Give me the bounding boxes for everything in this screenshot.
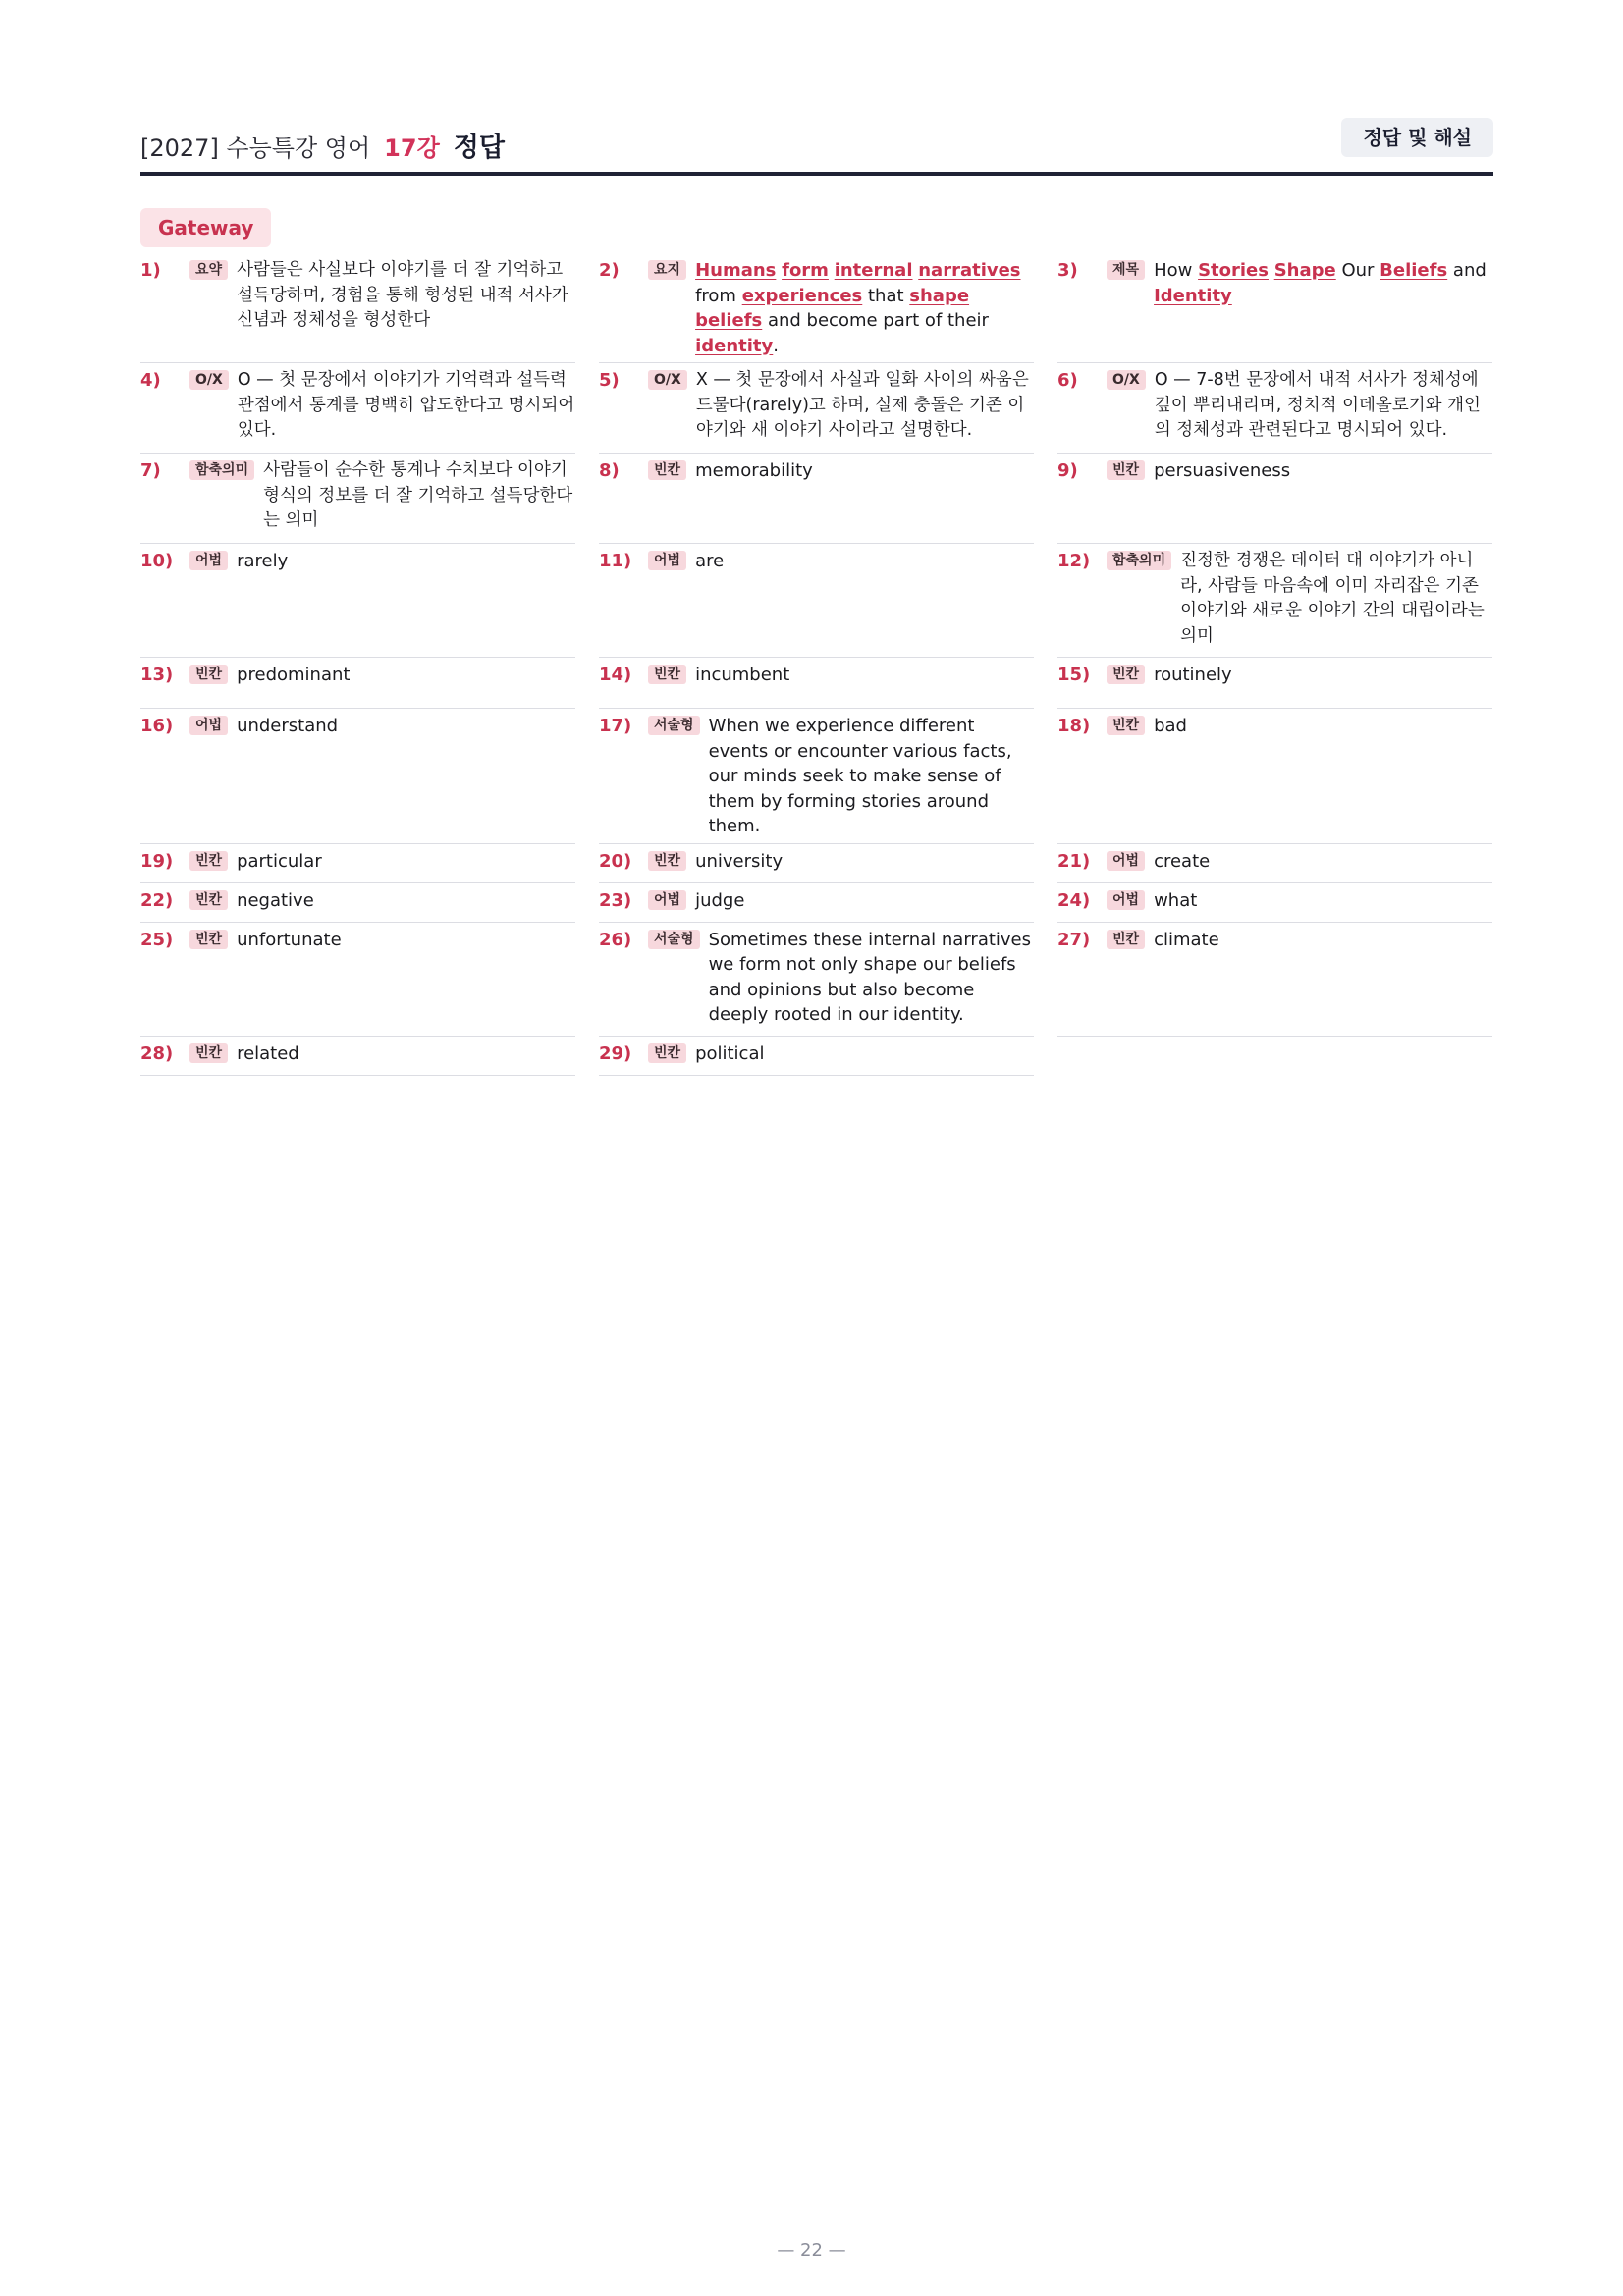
question-type-tag: 빈칸 bbox=[1107, 716, 1145, 735]
answer-number: 3) bbox=[1057, 260, 1078, 281]
answer-text-fragment: from bbox=[695, 285, 742, 306]
answer-item bbox=[140, 923, 575, 1037]
answer-number: 20) bbox=[599, 850, 632, 872]
answer-number: 17) bbox=[599, 716, 632, 736]
answer-number: 16) bbox=[140, 716, 174, 736]
answer-item bbox=[1057, 544, 1492, 658]
answer-number: 19) bbox=[140, 850, 174, 872]
answer-text: understand bbox=[237, 716, 339, 736]
answer-number: 24) bbox=[1057, 889, 1091, 911]
section-label: Gateway bbox=[140, 208, 271, 247]
empty-cell bbox=[1057, 1037, 1492, 1076]
answer-number: 23) bbox=[599, 889, 632, 911]
answer-text-fragment: . bbox=[773, 335, 779, 356]
answer-text: rarely bbox=[237, 551, 289, 571]
highlighted-keyword: experiences bbox=[741, 285, 863, 306]
highlighted-keyword: Humans bbox=[695, 260, 777, 281]
answer-text: persuasiveness bbox=[1154, 460, 1291, 481]
answer-explanation-badge: 정답 및 해설 bbox=[1341, 118, 1493, 157]
answer-text: O — 7-8번 문장에서 내적 서사가 정체성에 깊이 뿌리내리며, 정치적 이데올로기와 개인의 정체성과 관련된다고 명시되어 있다. bbox=[1154, 370, 1481, 440]
highlighted-keyword: Stories bbox=[1198, 260, 1269, 281]
answer-text: 진정한 경쟁은 데이터 대 이야기가 아니라, 사람들 마음속에 이미 자리잡은 기존 이야기와 새로운 이야기 간의 대립이라는 의미 bbox=[1180, 551, 1485, 646]
answer-item bbox=[1057, 883, 1492, 923]
answer-item bbox=[140, 363, 575, 454]
question-type-tag: 함축의미 bbox=[189, 460, 254, 480]
question-type-tag: 빈칸 bbox=[189, 665, 228, 684]
answer-number: 8) bbox=[599, 460, 620, 481]
question-type-tag: 어법 bbox=[189, 716, 228, 735]
answer-item bbox=[599, 709, 1034, 844]
answer-item bbox=[599, 253, 1034, 363]
answer-text: are bbox=[695, 551, 725, 571]
answer-text: predominant bbox=[237, 665, 351, 685]
question-type-tag: 빈칸 bbox=[189, 1043, 228, 1063]
question-type-tag: 서술형 bbox=[648, 716, 700, 735]
answer-text: related bbox=[237, 1042, 299, 1064]
answer-number: 29) bbox=[599, 1042, 632, 1064]
answer-number: 1) bbox=[140, 260, 161, 281]
answer-text: judge bbox=[695, 889, 745, 911]
answer-grid bbox=[140, 253, 1493, 1076]
answer-number: 26) bbox=[599, 929, 632, 950]
answer-number: 27) bbox=[1057, 929, 1091, 950]
page-title: 정답 bbox=[453, 133, 505, 163]
answer-item bbox=[599, 844, 1034, 883]
question-type-tag: 빈칸 bbox=[648, 851, 686, 871]
answer-number: 12) bbox=[1057, 551, 1091, 571]
answer-item bbox=[140, 844, 575, 883]
answer-number: 22) bbox=[140, 889, 174, 911]
answer-number: 18) bbox=[1057, 716, 1091, 736]
answer-item bbox=[1057, 709, 1492, 844]
answer-item bbox=[599, 923, 1034, 1037]
answer-text-fragment: and become part of their bbox=[762, 310, 989, 331]
answer-text: routinely bbox=[1154, 665, 1232, 685]
question-type-tag: 어법 bbox=[189, 551, 228, 570]
question-type-tag: O/X bbox=[1107, 370, 1146, 390]
answer-text: create bbox=[1154, 850, 1211, 872]
question-type-tag: 요약 bbox=[189, 260, 228, 280]
answer-number: 9) bbox=[1057, 460, 1078, 481]
answer-text-fragment: and bbox=[1447, 260, 1487, 281]
question-type-tag: 함축의미 bbox=[1107, 551, 1171, 570]
answer-item bbox=[1057, 253, 1492, 363]
answer-text: particular bbox=[237, 850, 322, 872]
answer-item bbox=[599, 1037, 1034, 1076]
question-type-tag: 제목 bbox=[1107, 260, 1145, 280]
answer-item bbox=[599, 658, 1034, 709]
question-type-tag: 요지 bbox=[648, 260, 686, 280]
answer-text: university bbox=[695, 850, 784, 872]
question-type-tag: 서술형 bbox=[648, 930, 700, 949]
answer-text: X — 첫 문장에서 사실과 일화 사이의 싸움은 드물다(rarely)고 하며, 실제 충돌은 기존 이야기와 새 이야기 사이라고 설명한다. bbox=[695, 370, 1029, 440]
answer-text: bad bbox=[1154, 716, 1187, 736]
answer-number: 21) bbox=[1057, 850, 1091, 872]
answer-text: 사람들은 사실보다 이야기를 더 잘 기억하고 설득당하며, 경험을 통해 형성된 내적 서사가 신념과 정체성을 형성한다 bbox=[237, 260, 568, 330]
page-header bbox=[140, 118, 1493, 175]
question-type-tag: 빈칸 bbox=[648, 1043, 686, 1063]
highlighted-keyword: narratives bbox=[918, 260, 1021, 281]
header-title-group bbox=[140, 126, 505, 164]
answer-text: unfortunate bbox=[237, 929, 342, 950]
answer-text-fragment: that bbox=[862, 285, 910, 306]
answer-number: 7) bbox=[140, 460, 161, 481]
highlighted-keyword: Beliefs bbox=[1380, 260, 1448, 281]
answer-text: climate bbox=[1154, 929, 1219, 950]
answer-text: what bbox=[1154, 889, 1198, 911]
highlighted-keyword: form bbox=[782, 260, 829, 281]
highlighted-keyword: identity bbox=[695, 335, 774, 356]
answer-item bbox=[599, 544, 1034, 658]
highlighted-keyword: internal bbox=[834, 260, 913, 281]
highlighted-keyword: Identity bbox=[1154, 285, 1232, 306]
answer-item bbox=[140, 1037, 575, 1076]
answer-text: political bbox=[695, 1042, 765, 1064]
highlighted-keyword: beliefs bbox=[695, 310, 763, 331]
answer-number: 14) bbox=[599, 665, 632, 685]
answer-number: 15) bbox=[1057, 665, 1091, 685]
answer-text: When we experience different events or encounter various facts, our minds seek to make sense of them by forming stories around them. bbox=[708, 716, 1012, 836]
question-type-tag: 빈칸 bbox=[648, 665, 686, 684]
answer-item bbox=[1057, 844, 1492, 883]
answer-number: 5) bbox=[599, 370, 620, 391]
answer-number: 13) bbox=[140, 665, 174, 685]
answer-item bbox=[599, 363, 1034, 454]
question-type-tag: 어법 bbox=[1107, 890, 1145, 910]
question-type-tag: 어법 bbox=[1107, 851, 1145, 871]
answer-item bbox=[1057, 923, 1492, 1037]
answer-text: memorability bbox=[695, 460, 813, 481]
answer-item bbox=[140, 709, 575, 844]
answer-number: 11) bbox=[599, 551, 632, 571]
question-type-tag: 어법 bbox=[648, 890, 686, 910]
course-name: [2027] 수능특강 영어 bbox=[140, 134, 371, 162]
answer-text-fragment: Our bbox=[1335, 260, 1380, 281]
answer-item bbox=[140, 544, 575, 658]
answer-text: negative bbox=[237, 889, 314, 911]
answer-text bbox=[695, 258, 1034, 358]
answer-text: 사람들이 순수한 통계나 수치보다 이야기 형식의 정보를 더 잘 기억하고 설득당한다는 의미 bbox=[263, 460, 573, 530]
lesson-number: 17강 bbox=[384, 134, 440, 162]
question-type-tag: 빈칸 bbox=[1107, 930, 1145, 949]
answer-item bbox=[140, 454, 575, 544]
answer-text bbox=[1154, 258, 1492, 308]
answer-number: 4) bbox=[140, 370, 161, 391]
question-type-tag: 빈칸 bbox=[648, 460, 686, 480]
question-type-tag: 빈칸 bbox=[189, 930, 228, 949]
answer-number: 10) bbox=[140, 551, 174, 571]
answer-text: Sometimes these internal narratives we form not only shape our beliefs and opinions but also become deeply rooted in our identity. bbox=[708, 929, 1032, 1025]
answer-number: 28) bbox=[140, 1042, 174, 1064]
answer-item bbox=[140, 883, 575, 923]
answer-item bbox=[1057, 658, 1492, 709]
answer-text: O — 첫 문장에서 이야기가 기억력과 설득력 관점에서 통계를 명백히 압도한다고 명시되어 있다. bbox=[237, 370, 575, 440]
answer-item bbox=[1057, 363, 1492, 454]
question-type-tag: O/X bbox=[189, 370, 229, 390]
answer-item bbox=[140, 658, 575, 709]
question-type-tag: 빈칸 bbox=[189, 890, 228, 910]
header-divider bbox=[140, 172, 1493, 176]
highlighted-keyword: shape bbox=[909, 285, 970, 306]
answer-text-fragment: How bbox=[1154, 260, 1199, 281]
question-type-tag: 빈칸 bbox=[1107, 665, 1145, 684]
question-type-tag: 어법 bbox=[648, 551, 686, 570]
answer-item bbox=[1057, 454, 1492, 544]
answer-number: 25) bbox=[140, 929, 174, 950]
answer-item bbox=[599, 883, 1034, 923]
answer-text: incumbent bbox=[695, 665, 790, 685]
answer-number: 2) bbox=[599, 260, 620, 281]
question-type-tag: 빈칸 bbox=[189, 851, 228, 871]
answer-item bbox=[140, 253, 575, 363]
answer-number: 6) bbox=[1057, 370, 1078, 391]
question-type-tag: O/X bbox=[648, 370, 687, 390]
answer-item bbox=[599, 454, 1034, 544]
question-type-tag: 빈칸 bbox=[1107, 460, 1145, 480]
page-number: — 22 — bbox=[777, 2240, 846, 2261]
highlighted-keyword: Shape bbox=[1273, 260, 1336, 281]
